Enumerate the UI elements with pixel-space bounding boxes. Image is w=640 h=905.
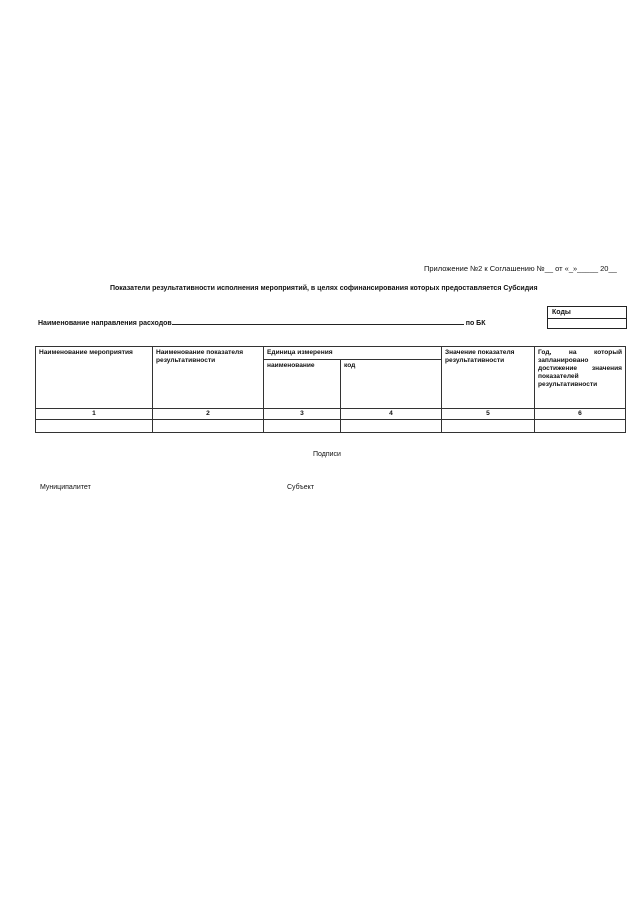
codes-value-field[interactable]	[548, 319, 626, 328]
header-event-name: Наименование мероприятия	[36, 347, 153, 409]
header-indicator-value: Значение показателя результативности	[442, 347, 535, 409]
header-year: Год, на который запланировано достижение значения показателей результативности	[535, 347, 626, 409]
expense-direction-line	[38, 317, 486, 327]
table-cell[interactable]	[36, 420, 153, 433]
municipality-label: Муниципалитет	[40, 484, 91, 491]
table-cell[interactable]	[341, 420, 442, 433]
header-unit-name: наименование	[264, 360, 341, 409]
table-number-row	[36, 409, 626, 420]
signatures-heading: Подписи	[313, 451, 341, 458]
bk-label: по БК	[465, 320, 486, 327]
column-number: 3	[264, 409, 341, 420]
table-cell[interactable]	[442, 420, 535, 433]
header-unit: Единица измерения	[264, 347, 442, 360]
column-number: 6	[535, 409, 626, 420]
expense-direction-label: Наименование направления расходов	[38, 320, 172, 327]
header-indicator-name: Наименование показателя результативности	[153, 347, 264, 409]
column-number: 1	[36, 409, 153, 420]
codes-label: Коды	[548, 307, 626, 319]
table-cell[interactable]	[264, 420, 341, 433]
column-number: 2	[153, 409, 264, 420]
table-header-row	[36, 347, 626, 360]
subject-label: Субъект	[287, 484, 315, 491]
codes-box	[547, 306, 627, 329]
column-number: 4	[341, 409, 442, 420]
expense-direction-field[interactable]	[172, 317, 464, 325]
table-cell[interactable]	[153, 420, 264, 433]
column-number: 5	[442, 409, 535, 420]
table-row	[36, 420, 626, 433]
appendix-reference: Приложение №2 к Соглашению №__ от «_»_____ 20__	[424, 264, 617, 273]
indicators-table	[35, 346, 626, 433]
table-cell[interactable]	[535, 420, 626, 433]
document-title: Показатели результативности исполнения мероприятий, в целях софинансирования которых предоставляется Субсидия	[110, 285, 538, 292]
header-unit-code: код	[341, 360, 442, 409]
